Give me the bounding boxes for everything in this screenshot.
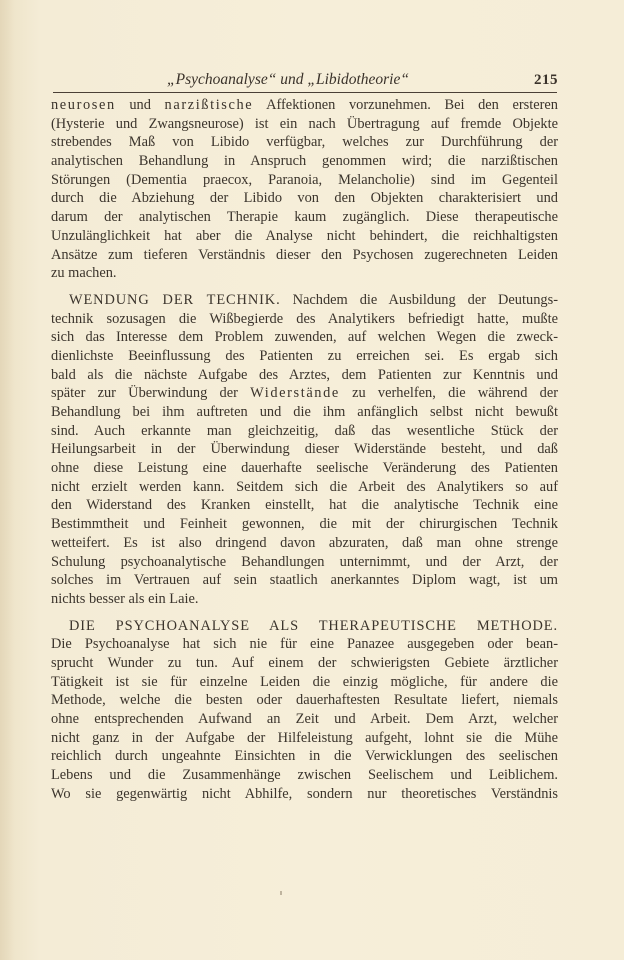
paragraph-p1 xyxy=(51,96,558,283)
text-line xyxy=(51,673,558,692)
text-line xyxy=(51,403,558,422)
text-line xyxy=(51,553,558,572)
text-line xyxy=(51,152,558,171)
paragraph-p2 xyxy=(51,291,558,609)
text-run: und xyxy=(115,97,165,113)
text-run: sind. Auch erkannte man gleichzeitig, daß das wesentliche Stück der xyxy=(51,422,558,439)
text-run: zu machen. xyxy=(51,265,117,282)
text-line xyxy=(51,422,558,441)
emphasized-text: narzißtische xyxy=(164,97,254,113)
text-line xyxy=(51,590,558,609)
text-line xyxy=(51,291,558,310)
text-run: dienlichste Beeinflussung des Patienten zu erreichen sei. Es ergab sich xyxy=(51,347,558,364)
text-line xyxy=(51,133,558,152)
text-run: nichts besser als ein Laie. xyxy=(51,590,199,607)
text-line xyxy=(51,347,558,366)
emphasized-text: neurosen xyxy=(51,97,116,113)
text-line xyxy=(51,691,558,710)
text-line xyxy=(51,654,558,673)
text-run: Wo sie gegenwärtig nicht Abhilfe, sondern nur theoretisches Verständnis xyxy=(51,785,558,802)
spine-shadow xyxy=(0,0,14,960)
text-run: Nachdem die Ausbildung der Deutungs- xyxy=(280,291,558,308)
paragraph-gap xyxy=(51,609,558,617)
body-text xyxy=(51,96,558,803)
text-run: den Widerstand des Kranken einstellt, hat die analytische Technik eine xyxy=(51,497,558,514)
header-rule xyxy=(53,92,557,93)
text-run: Methode, welche die besten oder dauerhaftesten Resultate liefert, niemals xyxy=(51,692,558,709)
paper-speck xyxy=(280,891,282,895)
text-line xyxy=(51,264,558,283)
text-run: strebendes Maß von Libido verfügbar, welches zur Durchführung der xyxy=(51,134,558,151)
text-line xyxy=(51,366,558,385)
text-run: Heilungsarbeit in der Überwindung dieser Widerstände besteht, und daß xyxy=(51,441,558,458)
text-run: später zur Überwindung der xyxy=(51,385,251,402)
page-number: 215 xyxy=(534,72,558,88)
text-line xyxy=(51,534,558,553)
text-line xyxy=(51,384,558,403)
text-line xyxy=(51,459,558,478)
text-run: Affektionen vorzunehmen. Bei den ersteren xyxy=(253,97,558,113)
running-title: „Psychoanalyse“ und „Libidotheorie“ xyxy=(167,71,409,88)
text-line xyxy=(51,785,558,804)
text-line xyxy=(51,115,558,134)
text-line xyxy=(51,478,558,497)
text-line xyxy=(51,171,558,190)
text-line xyxy=(51,96,558,115)
text-run: reichlich durch ungeahnte Einsichten in die Verwicklungen des seelischen xyxy=(51,748,558,765)
text-run: Schulung psychoanalytische Behandlungen unternimmt, und der Arzt, der xyxy=(51,553,558,570)
text-run: Unzulänglichkeit hat aber die Analyse nicht behindert, die reichhaltigsten xyxy=(51,227,558,244)
text-line xyxy=(51,496,558,515)
text-line xyxy=(51,189,558,208)
text-line xyxy=(51,227,558,246)
paragraph-gap xyxy=(51,283,558,291)
text-line xyxy=(51,710,558,729)
text-run: solches im Vertrauen auf sein staatlich anerkanntes Diplom wagt, ist um xyxy=(51,572,558,589)
emphasized-text: Widerstände xyxy=(250,385,340,402)
text-line xyxy=(51,246,558,265)
running-head xyxy=(53,70,558,90)
text-run: sprucht Wunder zu tun. Auf einem der schwierigsten Gebiete ärztlicher xyxy=(51,654,558,671)
text-line xyxy=(51,766,558,785)
text-line xyxy=(51,747,558,766)
text-line xyxy=(51,571,558,590)
text-run: Die Psychoanalyse hat sich nie für eine Panazee ausgegeben oder bean- xyxy=(51,636,558,653)
text-line xyxy=(51,328,558,347)
text-run: Störungen (Dementia praecox, Paranoia, Melancholie) sind im Gegenteil xyxy=(51,171,558,188)
text-run: Tätigkeit ist sie für einzelne Leiden die einzig mögliche, für andere die xyxy=(51,673,558,690)
text-run: Behandlung bei ihm auftreten und die ihm anfänglich selbst nicht bewußt xyxy=(51,404,558,420)
text-line xyxy=(51,617,558,636)
text-line xyxy=(51,729,558,748)
text-run: nicht ganz in der Aufgabe der Hilfeleistung aufgeht, lohnt sie die Mühe xyxy=(51,729,558,746)
text-line xyxy=(51,515,558,534)
text-line xyxy=(51,310,558,329)
paragraph-p3 xyxy=(51,617,558,804)
text-line xyxy=(51,635,558,654)
text-run: Lebens und die Zusammenhänge zwischen Seelischem und Leiblichem. xyxy=(51,767,558,784)
text-run: bald als die nächste Aufgabe des Arztes, dem Patienten zur Kenntnis und xyxy=(51,366,558,383)
text-run: Ansätze zum tieferen Verständnis dieser den Psychosen zugerechneten Leiden xyxy=(51,246,558,263)
text-run: ohne diese Leistung eine dauerhafte seelische Veränderung des Patienten xyxy=(51,460,558,477)
text-run: analytischen Behandlung in Anspruch genommen wird; die narzißtischen xyxy=(51,153,558,170)
text-run: (Hysterie und Zwangsneurose) ist ein nach Übertragung auf fremde Objekte xyxy=(51,115,558,132)
text-run: technik sozusagen die Wißbegierde des Analytikers befriedigt hatte, mußte xyxy=(51,310,558,327)
text-run: darum der analytischen Therapie kaum zugänglich. Diese therapeutische xyxy=(51,209,558,226)
text-run: sich das Interesse dem Problem zuwenden, auf welchen Wegen die zweck- xyxy=(51,329,558,346)
text-line xyxy=(51,440,558,459)
text-run: nicht erzielt werden kann. Seitdem sich die Arbeit des Analytikers so auf xyxy=(51,478,558,495)
text-run: zu verhelfen, die während der xyxy=(339,385,559,402)
text-run: Bestimmtheit und Feinheit gewonnen, die mit der chirurgischen Technik xyxy=(51,516,558,533)
text-run: wetteifert. Es ist also dringend davon abzuraten, daß man ohne strenge xyxy=(51,534,558,551)
section-heading: DIE PSYCHOANALYSE ALS THERAPEUTISCHE METHODE. xyxy=(69,617,558,634)
section-heading: WENDUNG DER TECHNIK. xyxy=(69,291,281,308)
text-run: durch die Abziehung der Libido von den Objekten charakterisiert und xyxy=(51,190,558,207)
text-line xyxy=(51,208,558,227)
text-run: ohne entsprechenden Aufwand an Zeit und Arbeit. Dem Arzt, welcher xyxy=(51,711,558,727)
